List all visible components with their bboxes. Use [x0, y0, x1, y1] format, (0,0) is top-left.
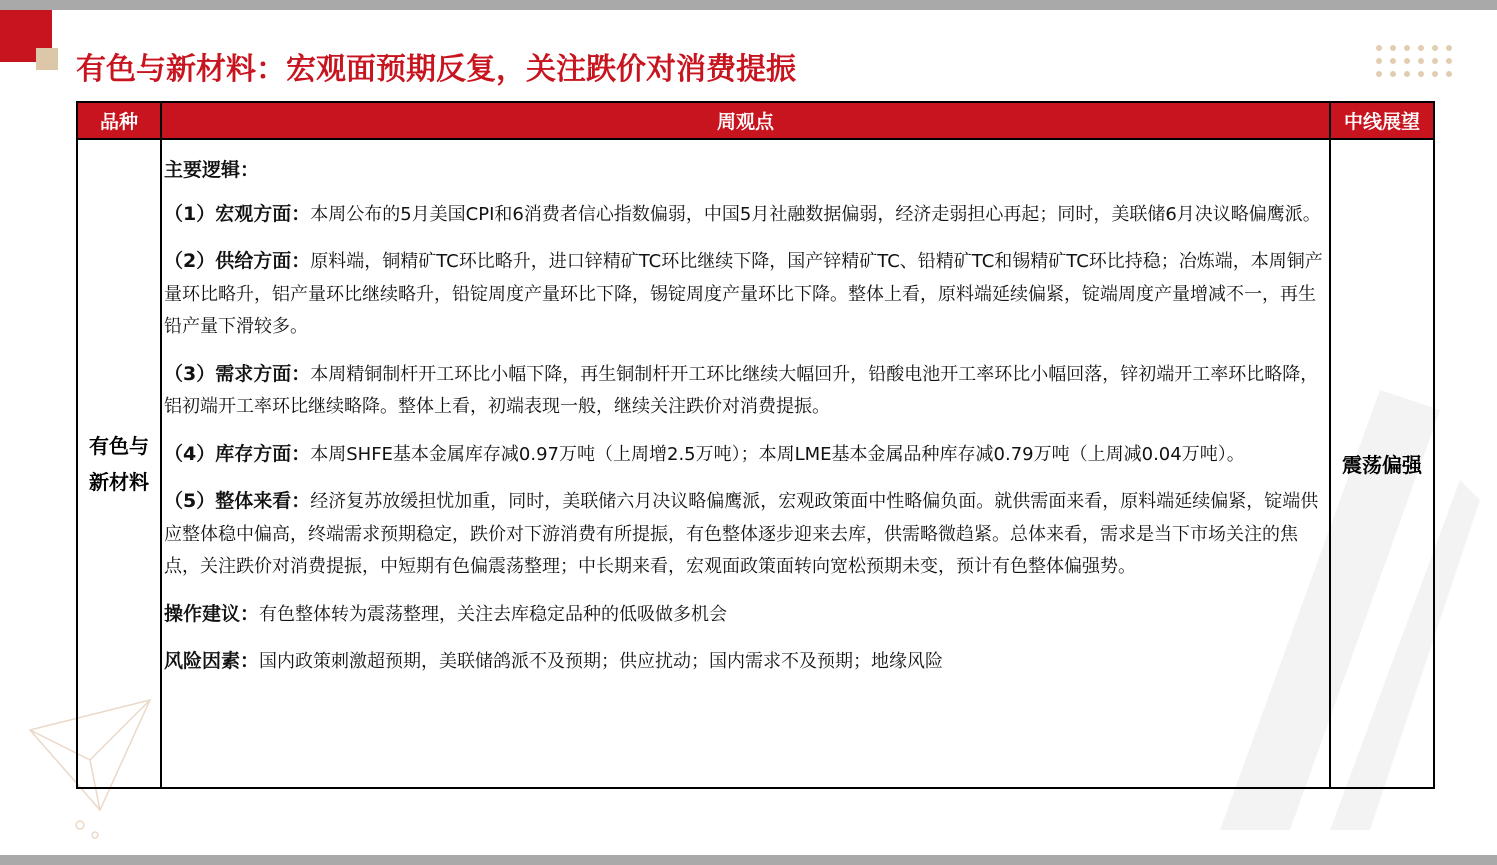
weekly-view-cell [160, 140, 1329, 787]
point-macro: （1）宏观方面：本周公布的5月美国CPI和6消费者信心指数偏弱，中国5月社融数据偏弱，经济走弱担心再起；同时，美联储6月决议略偏鹰派。 [164, 202, 1321, 225]
variety-label: 有色与新材料 [89, 433, 149, 494]
variety-cell [78, 140, 160, 787]
point-overall: （5）整体来看：经济复苏放缓担忧加重，同时，美联储六月决议略偏鹰派，宏观政策面中性略偏负面。就供需面来看，原料端延续偏紧，锭端供应整体稳中偏高，终端需求预期稳定，跌价对下游消费有所提振，有色整体逐步迎来去库，供需略微趋紧。总体来看，需求是当下市场关注的焦点，关注跌价对消费提振，中短期有色偏震荡整理；中长期来看，宏观面政策面转向宽松预期未变，预计有色整体偏强势。 [164, 490, 1319, 577]
top-border-bar [0, 0, 1497, 10]
main-logic-label: 主要逻辑： [164, 159, 260, 181]
point-inventory: （4）库存方面：本周SHFE基本金属库存减0.97万吨（上周增2.5万吨）；本周LME基本金属品种库存减0.79万吨（上周减0.04万吨）。 [164, 442, 1245, 465]
operation-advice: 操作建议：有色整体转为震荡整理，关注去库稳定品种的低吸做多机会 [164, 602, 728, 625]
corner-tan-block [36, 48, 58, 70]
point-demand: （3）需求方面：本周精铜制杆开工环比小幅下降，再生铜制杆开工环比继续大幅回升，铅酸电池开工率环比小幅回落，锌初端开工率环比略降，铝初端开工率环比继续略降。整体上看，初端表现一般，继续关注跌价对消费提振。 [164, 362, 1319, 417]
header-weekly-view: 周观点 [160, 103, 1329, 140]
page-title: 有色与新材料：宏观面预期反复，关注跌价对消费提振 [76, 52, 796, 87]
point-supply: （2）供给方面：原料端，铜精矿TC环比略升，进口锌精矿TC环比继续下降，国产锌精矿TC、铅精矿TC和锡精矿TC环比持稳；冶炼端，本周铜产量环比略升，铝产量环比继续略升，铅锭周度产量环比下降，锡锭周度产量环比下降。整体上看，原料端延续偏紧，锭端周度产量增减不一，再生铅产量下滑较多。 [164, 250, 1323, 337]
bottom-border-bar [0, 855, 1497, 865]
weekly-view-table [76, 101, 1435, 789]
outlook-cell [1329, 140, 1433, 787]
outlook-value: 震荡偏强 [1342, 453, 1422, 477]
header-outlook: 中线展望 [1329, 103, 1433, 140]
risk-factors: 风险因素：国内政策刺激超预期，美联储鸽派不及预期；供应扰动；国内需求不及预期；地缘风险 [164, 650, 944, 672]
header-variety: 品种 [78, 103, 160, 140]
dot-grid-icon [1375, 44, 1465, 80]
